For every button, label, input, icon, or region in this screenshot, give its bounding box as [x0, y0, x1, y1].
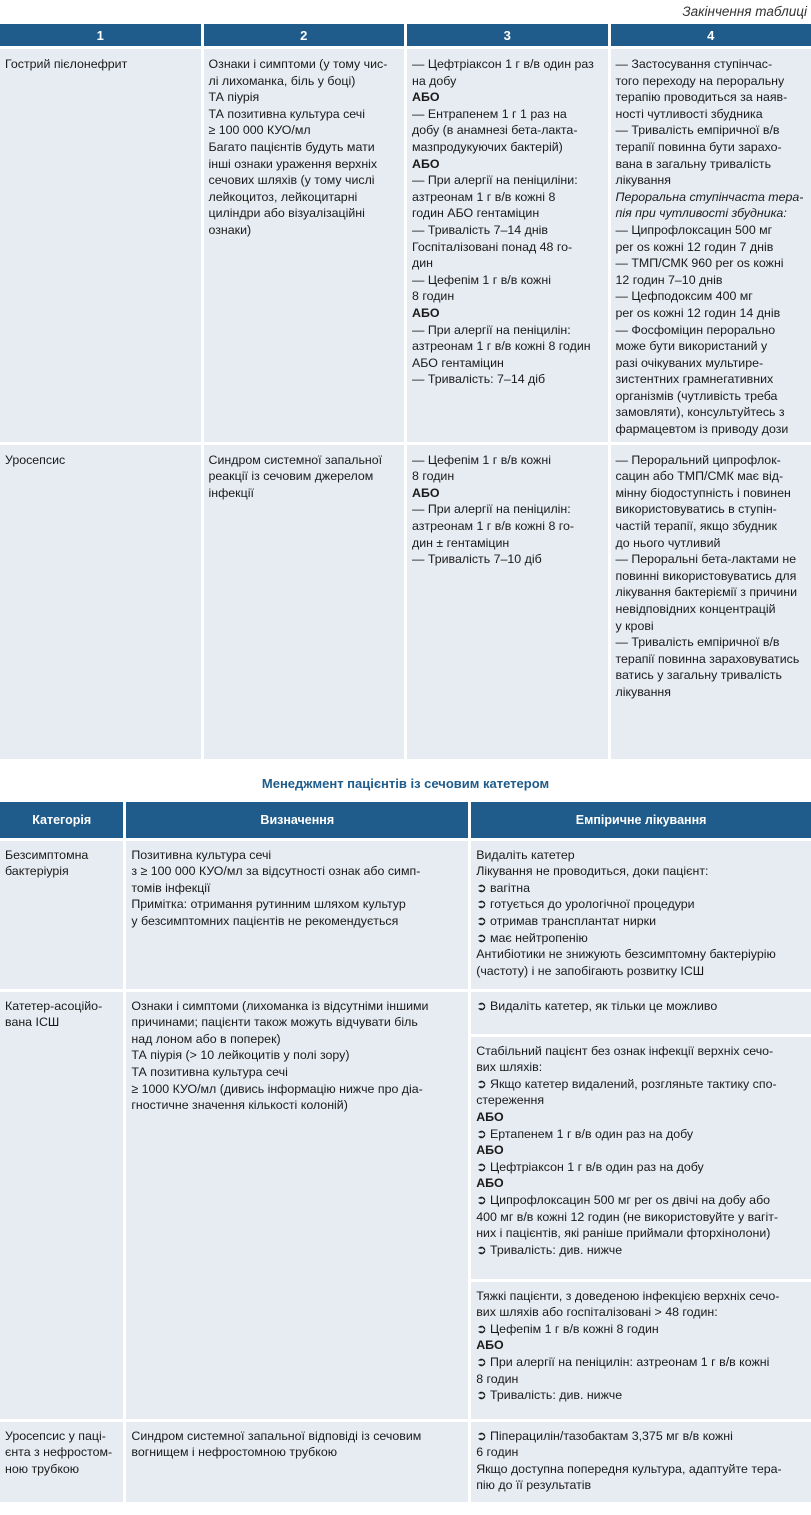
cell-text-line: — Фосфоміцин перорально — [615, 322, 776, 337]
cell-text-line: Примітка: отримання рутинним шляхом культур — [131, 897, 406, 912]
cell-text-line: ТА позитивна культура сечі — [208, 106, 365, 121]
cell-text-line: АБО — [412, 90, 440, 105]
cell-text-line: — Цефепім 1 г в/в кожні — [412, 452, 551, 467]
cell-text-line: — Цефтріаксон 1 г в/в один раз — [412, 57, 594, 71]
cell-text-line: стереження — [476, 1093, 545, 1108]
cell-text-line: азтреонам 1 г в/в кожні 8 го- — [412, 519, 575, 534]
cell-text-line: реакції із сечовим джерелом — [208, 469, 374, 484]
cell-text-line: Катетер-асоційо- — [5, 998, 103, 1013]
cell-text-line: ➲ Тривалість: див. нижче — [476, 1388, 623, 1403]
cell-text-line: 6 годин — [476, 1445, 519, 1460]
cell-text-line: Позитивна культура сечі — [131, 847, 272, 862]
table-cell — [0, 1422, 123, 1502]
table-cell — [204, 49, 405, 442]
cell-text-line: — Тривалість емпіричної в/в — [615, 635, 780, 650]
cell-text-line: ➲ отримав трансплантат нирки — [476, 914, 656, 929]
cell-text-line: терапію проводиться за наяв- — [615, 90, 788, 105]
cell-text-line: per os кожні 12 годин 14 днів — [615, 305, 781, 320]
table-cell — [611, 49, 811, 442]
cell-text-line: — Застосування ступінчас- — [615, 57, 773, 71]
cell-text-line: Тяжкі пацієнти, з доведеною інфекцією верхніх сечо- — [476, 1288, 780, 1303]
cell-text-line: АБО — [476, 1176, 504, 1191]
cell-text-line: ТА піурія — [208, 90, 260, 105]
section-title: Менеджмент пацієнтів із сечовим катетером — [261, 775, 550, 791]
table-cell — [126, 841, 468, 989]
cell-text-line: АБО — [476, 1338, 504, 1353]
cell-text-line: того переходу на пероральну — [615, 73, 785, 88]
cell-text-line: — При алергії на пеніцилін: — [412, 322, 571, 337]
cell-text-line: ТА піурія (> 10 лейкоцитів у полі зору) — [131, 1048, 350, 1063]
table-cell — [471, 841, 811, 989]
cell-text-line: сечових шляхів (у тому числі — [208, 173, 375, 188]
cell-text-line: ➲ Якщо катетер видалений, розгляньте тактику спо- — [476, 1076, 777, 1091]
column-header: 1 — [0, 24, 201, 46]
cell-text-line: Гострий пієлонефрит — [5, 57, 128, 71]
cell-text-line: разі очікуваних мультире- — [615, 355, 764, 370]
cell-text-line: вана ІСШ — [5, 1015, 60, 1030]
cell-text-line: ➲ готується до урологічної процедури — [476, 897, 695, 912]
cell-text-line: Уросепсис — [5, 452, 66, 467]
table-cell — [407, 49, 608, 442]
cell-text-line: Якщо доступна попередня культура, адаптуйте тера- — [476, 1461, 782, 1476]
cell-text-line: — Цефепім 1 г в/в кожні — [412, 272, 551, 287]
cell-text-line: єнта з нефростом- — [5, 1445, 113, 1460]
cell-text-line: вих шляхів або госпіталізовані > 48 годин: — [476, 1305, 718, 1320]
cell-text-line: азтреонам 1 г в/в кожні 8 годин — [412, 339, 591, 354]
cell-text-line: 8 годин — [412, 289, 455, 304]
cell-text-line: Безсимптомна — [5, 847, 89, 862]
cell-text-line: них і пацієнтів, які раніше приймали фторхінолони) — [476, 1226, 771, 1241]
cell-text-line: — Пероральні бета-лактами не — [615, 552, 797, 567]
cell-text-line: 8 годин — [476, 1371, 519, 1386]
cell-text-line: ➲ має нейтропенію — [476, 930, 588, 945]
table-cell — [0, 49, 201, 442]
cell-text-line: гностичне значення кількості колоній) — [131, 1098, 348, 1113]
cell-text-line: Синдром системної запальної відповіді із сечовим — [131, 1428, 422, 1443]
cell-text-line: бактеріурія — [5, 864, 69, 879]
cell-text-line: 400 мг в/в кожні 12 годин (не використовуйте у вагіт- — [476, 1209, 779, 1224]
table-cell — [611, 445, 811, 759]
column-header: Емпіричне лікування — [471, 802, 811, 838]
cell-text-line: ності чутливості збудника — [615, 106, 763, 121]
table-cell — [204, 445, 405, 759]
cell-text-line: Видаліть катетер — [476, 847, 575, 862]
cell-text-line: до нього чутливий — [615, 535, 721, 550]
cell-text-line: інші ознаки ураження верхніх — [208, 156, 378, 171]
cell-text-line: ➲ Піперацилін/тазобактам 3,375 мг в/в кожні — [476, 1428, 733, 1443]
cell-text-line: азтреонам 1 г в/в кожні 8 — [412, 189, 556, 204]
cell-text-line: ➲ Цефтріаксон 1 г в/в один раз на добу — [476, 1159, 704, 1174]
cell-text-line: терапії повинна зараховуватись — [615, 651, 800, 666]
cell-text-line: причинами; пацієнти також можуть відчувати біль — [131, 1015, 418, 1030]
cell-text-line: Госпіталізовані понад 48 го- — [412, 239, 573, 254]
cell-text-line: добу (в анамнезі бета-лакта- — [412, 123, 578, 138]
cell-text-line: АБО гентаміцин — [412, 355, 504, 370]
cell-text-line: пія при чутливості збудника: — [615, 206, 787, 221]
cell-text-line: АБО — [412, 485, 440, 500]
table-cell — [0, 841, 123, 989]
table-cell — [407, 445, 608, 759]
cell-text-line: — Тривалість: 7–14 діб — [412, 372, 546, 387]
cell-text-line: — Ципрофлоксацин 500 мг — [615, 222, 773, 237]
cell-text-line: дин — [412, 256, 433, 271]
cell-text-line: може бути використаний у — [615, 339, 768, 354]
cell-text-line: замовляти), консультуйтесь з — [615, 405, 785, 420]
cell-text-line: лікування — [615, 173, 671, 188]
cell-text-line: — Пероральний ципрофлок- — [615, 452, 781, 467]
cell-text-line: у крові — [615, 618, 654, 633]
cell-text-line: ➲ При алергії на пеніцилін: азтреонам 1 г в/в кожні — [476, 1355, 770, 1370]
cell-text-line: ➲ Цефепім 1 г в/в кожні 8 годин — [476, 1321, 659, 1336]
cell-text-line: ➲ вагітна — [476, 880, 531, 895]
cell-text-line: Уросепсис у паці- — [5, 1428, 106, 1443]
cell-text-line: АБО — [476, 1110, 504, 1125]
cell-text-line: лікування бактеріємії з причини — [615, 585, 798, 600]
table-cell — [471, 1422, 811, 1502]
catheter-management-table — [0, 799, 811, 1505]
cell-text-line: зистентних грамнегативних — [615, 372, 774, 387]
cell-text-line: Ознаки і симптоми (у тому чис- — [208, 57, 388, 71]
table-continuation-note: Закінчення таблиці — [682, 4, 807, 19]
cell-text-line: пію до її результатів — [476, 1478, 592, 1493]
cell-text-line: лі лихоманка, біль у боці) — [208, 73, 356, 88]
cell-text-line: — Тривалість емпіричної в/в — [615, 123, 780, 138]
cell-text-line: ватись у загальну тривалість — [615, 668, 782, 683]
cell-text-line: ТА позитивна культура сечі — [131, 1065, 288, 1080]
cell-text-line: лікування — [615, 684, 671, 699]
cell-text-line: на добу — [412, 73, 457, 88]
cell-text-line: Синдром системної запальної — [208, 452, 383, 467]
cell-text-line: годин АБО гентаміцин — [412, 206, 540, 221]
column-header: Визначення — [126, 802, 468, 838]
cell-text-line: ➲ Ертапенем 1 г в/в один раз на добу — [476, 1126, 694, 1141]
cell-text-line: томів інфекції — [131, 880, 211, 895]
cell-text-line: мазпродукуючих бактерій) — [412, 139, 563, 154]
cell-text-line: Антибіотики не знижують безсимптомну бактеріурію — [476, 947, 776, 962]
cell-text-line: — Цефподоксим 400 мг — [615, 289, 753, 304]
cell-text-line: — ТМП/СМК 960 per os кожні — [615, 256, 784, 271]
cell-text-line: — При алергії на пеніциліни: — [412, 173, 578, 188]
cell-text-line: 8 годин — [412, 469, 455, 484]
cell-text-line: частій терапії, якщо збудник — [615, 519, 777, 534]
table-cell — [0, 445, 201, 759]
cell-text-line: у безсимптомних пацієнтів не рекомендується — [131, 914, 399, 929]
cell-text-line: сацин або ТМП/СМК має від- — [615, 469, 784, 484]
cell-text-line: Лікування не проводиться, доки пацієнт: — [476, 864, 709, 879]
table-cell — [126, 992, 468, 1419]
table-row — [0, 992, 811, 1419]
cell-text-line: — Тривалість 7–10 діб — [412, 552, 542, 567]
cell-text-line: ➲ Видаліть катетер, як тільки це можливо — [476, 998, 718, 1013]
cell-text-line: терапії повинна бути зарахо- — [615, 139, 782, 154]
table-row — [0, 841, 811, 989]
table-cell — [126, 1422, 468, 1502]
cell-text-line: (частоту) і не запобігають розвитку ІСШ — [476, 963, 705, 978]
cell-text-line: — Тривалість 7–14 днів — [412, 222, 549, 237]
cell-text-line: вогнищем і нефростомною трубкою — [131, 1445, 338, 1460]
cell-text-line: Ознаки і симптоми (лихоманка із відсутніми іншими — [131, 998, 429, 1013]
cell-text-line: per os кожні 12 годин 7 днів — [615, 239, 774, 254]
cell-text-line: вих шляхів: — [476, 1060, 543, 1075]
cell-text-line: 12 годин 7–10 днів — [615, 272, 723, 287]
cell-text-line: дин ± гентаміцин — [412, 535, 510, 550]
cell-text-line: ➲ Ципрофлоксацин 500 мг per os двічі на добу або — [476, 1193, 771, 1207]
table-cell-group — [471, 992, 811, 1419]
cell-text-line: мінну біодоступність і повинен — [615, 485, 791, 500]
cell-text-line: АБО — [412, 305, 440, 320]
column-header: 3 — [407, 24, 608, 46]
cell-text-line: Стабільний пацієнт без ознак інфекції верхніх сечо- — [476, 1043, 774, 1058]
cell-text-line: лейкоцитоз, лейкоцитарні — [208, 189, 358, 204]
cell-text-line: Багато пацієнтів будуть мати — [208, 139, 375, 154]
cell-text-line: — Ентрапенем 1 г 1 раз на — [412, 106, 567, 121]
cell-text-line: ≥ 1000 КУО/мл (дивись інформацію нижче про діа- — [131, 1081, 423, 1096]
cell-text-line: повинні використовуватись для — [615, 568, 797, 583]
table-row — [0, 445, 811, 759]
cell-text-line: Пероральна ступінчаста тера- — [615, 189, 804, 204]
cell-text-line: з ≥ 100 000 КУО/мл за відсутності ознак або симп- — [131, 864, 421, 879]
cell-text-line: АБО — [412, 156, 440, 171]
column-header: Категорія — [0, 802, 123, 838]
cell-text-line: фармацевтом із приводу дози — [615, 422, 789, 437]
cell-text-line: організмів (чутливість треба — [615, 388, 778, 403]
cell-text-line: АБО — [476, 1143, 504, 1158]
cell-text-line: інфекції — [208, 485, 254, 500]
antibiotic-therapy-table — [0, 21, 811, 762]
column-header: 2 — [204, 24, 405, 46]
cell-text-line: ною трубкою — [5, 1461, 80, 1476]
cell-text-line: ➲ Тривалість: див. нижче — [476, 1242, 623, 1257]
table-subcell — [471, 1282, 811, 1419]
table-subcell — [471, 992, 811, 1034]
column-header: 4 — [611, 24, 811, 46]
cell-text-line: — При алергії на пеніцилін: — [412, 502, 571, 517]
table-cell — [0, 992, 123, 1419]
cell-text-line: над лоном або в поперек) — [131, 1031, 281, 1046]
cell-text-line: ≥ 100 000 КУО/мл — [208, 123, 311, 138]
table-row — [0, 49, 811, 442]
cell-text-line: використовуватись в ступін- — [615, 502, 777, 517]
cell-text-line: вана в загальну тривалість — [615, 156, 772, 171]
cell-text-line: невідповідних концентрацій — [615, 602, 776, 616]
table-row — [0, 1422, 811, 1502]
table-subcell — [471, 1037, 811, 1279]
cell-text-line: циліндри або візуалізаційні — [208, 206, 365, 221]
cell-text-line: ознаки) — [208, 222, 252, 237]
